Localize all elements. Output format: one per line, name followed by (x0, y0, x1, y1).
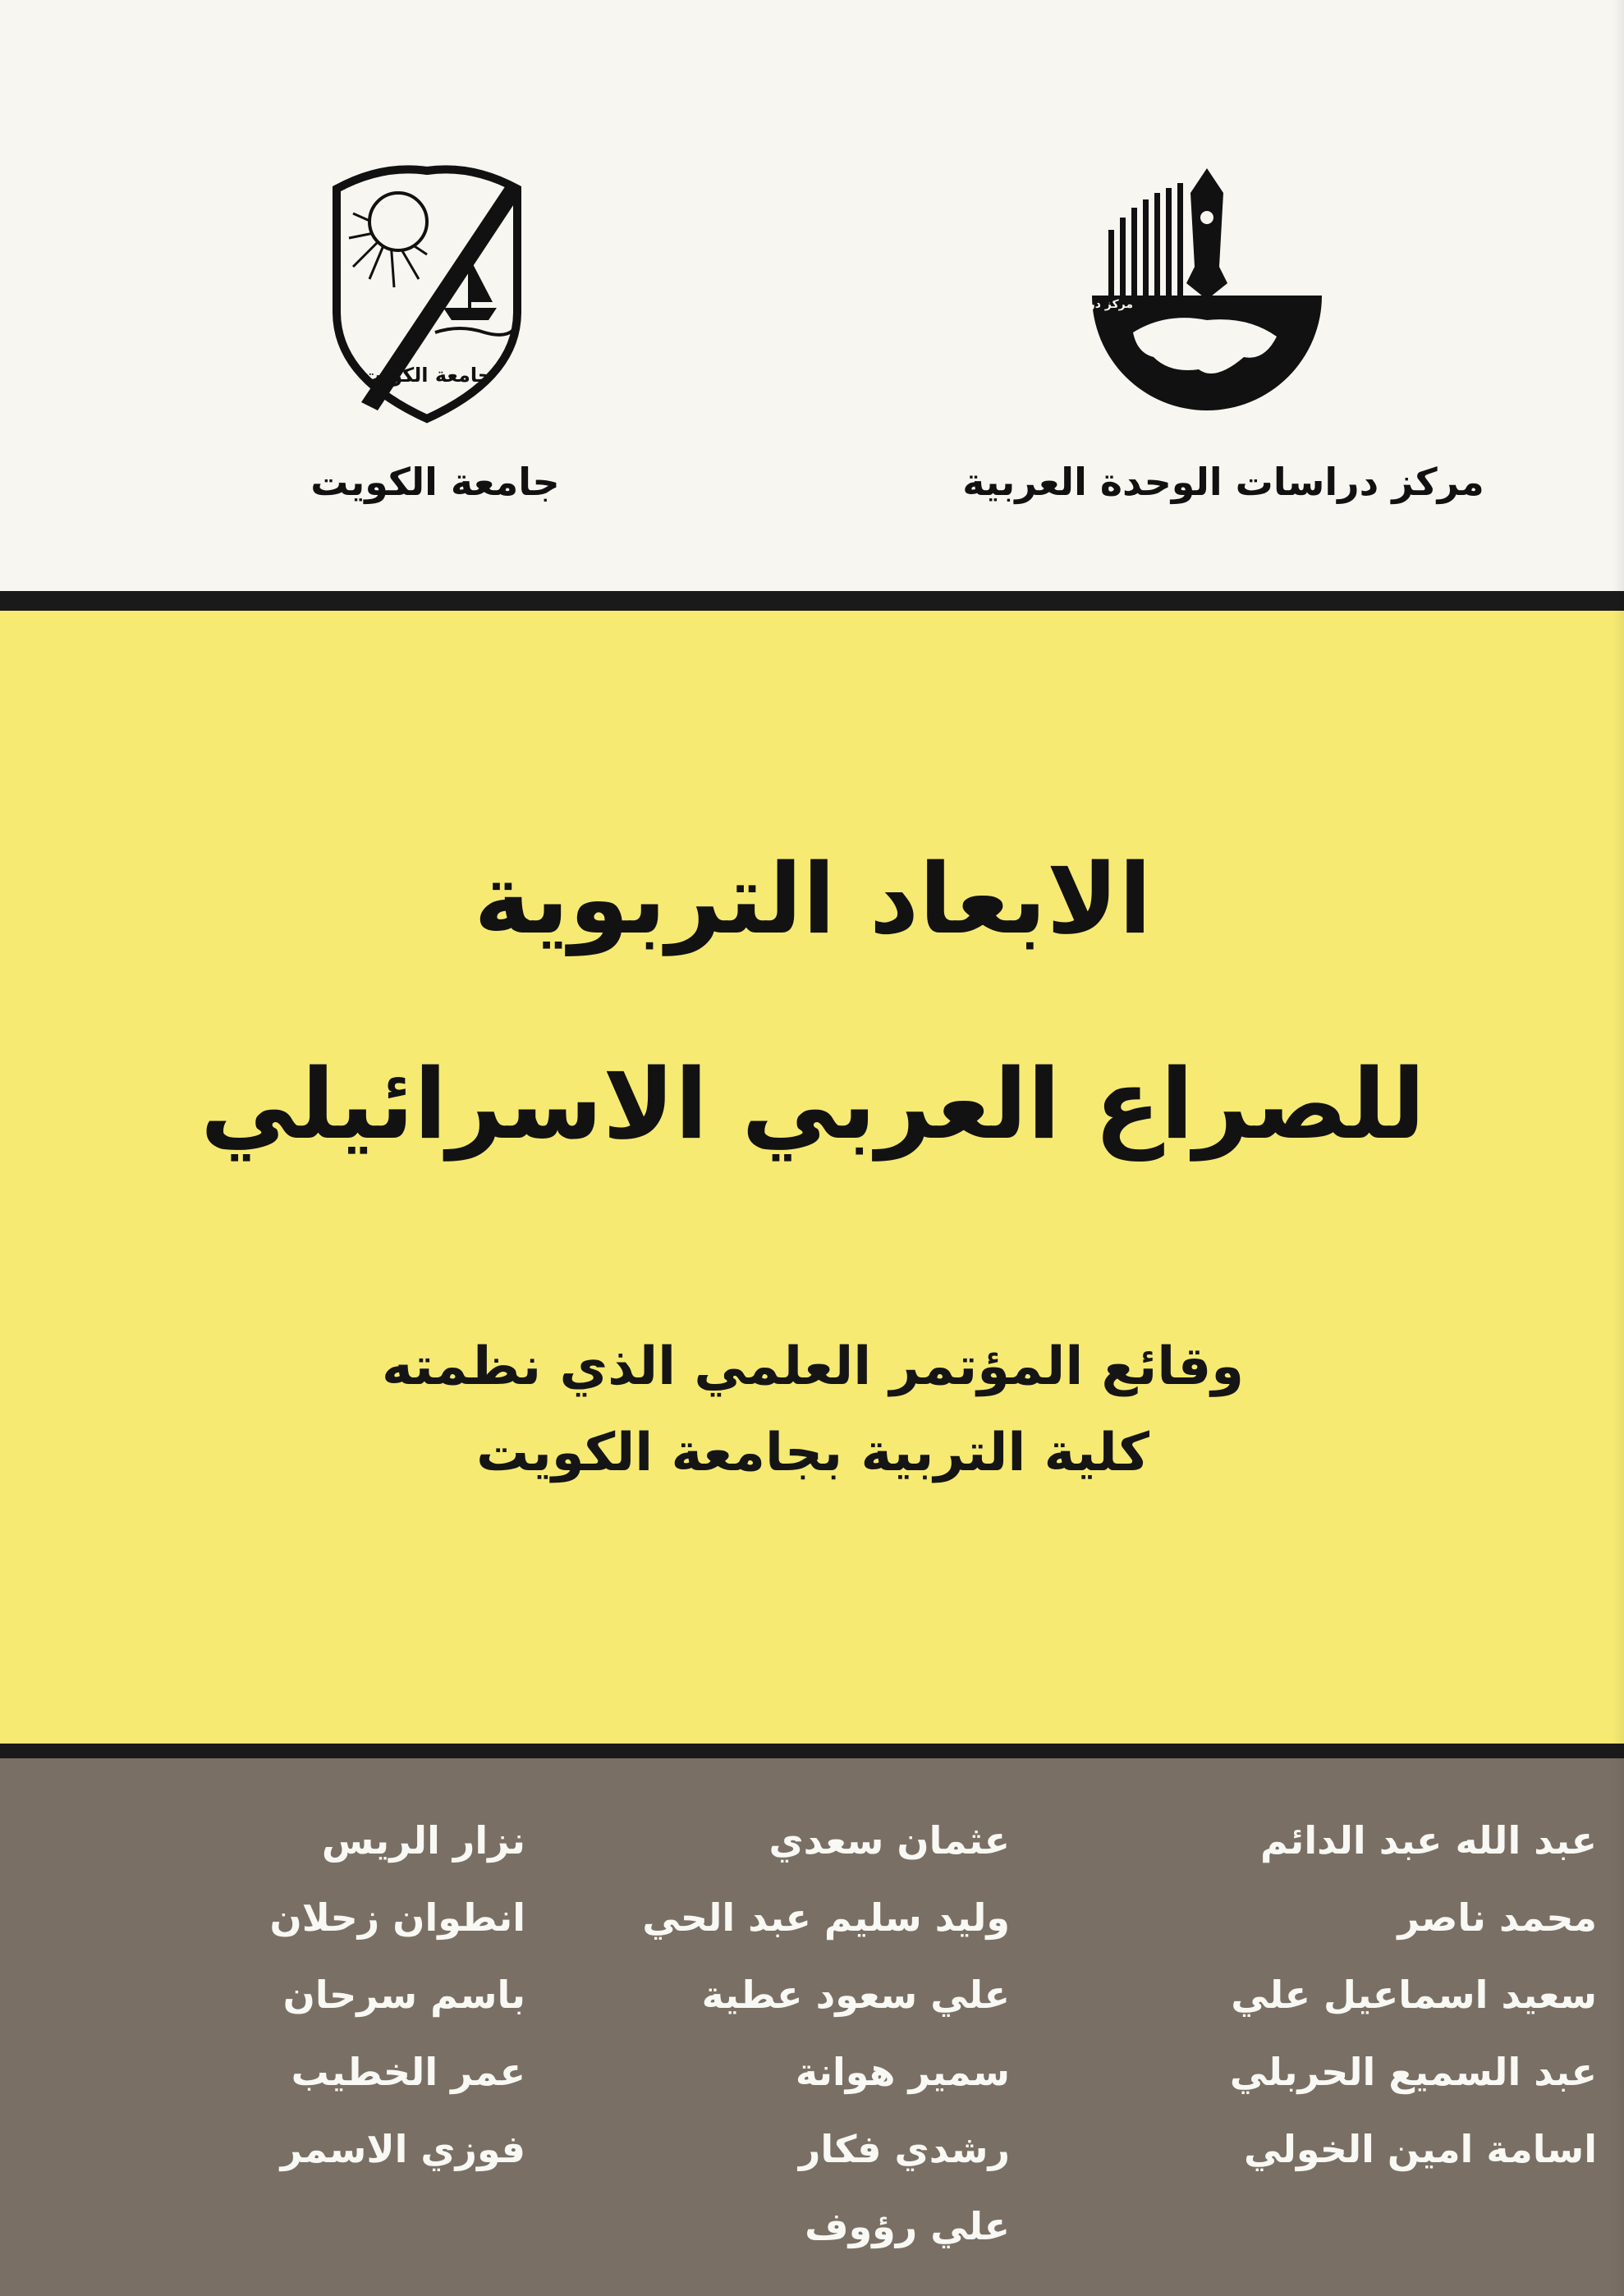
title-line-2: للصراع العربي الاسرائيلي (200, 1047, 1426, 1161)
subtitle-line-2: كلية التربية بجامعة الكويت (476, 1423, 1149, 1483)
author-name: علي رؤوف (805, 2204, 1010, 2248)
divider-bottom (0, 1744, 1624, 1758)
author-name: سعيد اسماعيل علي (1231, 1973, 1597, 2017)
author-name: علي سعود عطية (701, 1973, 1010, 2017)
author-name: فوزي الاسمر (280, 2127, 525, 2171)
center-logo-text: مركز دراسات الوحدة العربية (974, 298, 1133, 311)
center-logo (974, 160, 1330, 415)
author-name: اسامة امين الخولي (1244, 2127, 1597, 2171)
publisher-center-name: مركز دراسات الوحدة العربية (962, 460, 1484, 504)
divider-top (0, 591, 1624, 611)
author-name: عمر الخطيب (291, 2050, 525, 2094)
author-name: وليد سليم عبد الحي (642, 1895, 1010, 1940)
author-name: رشدي فكار (798, 2127, 1010, 2171)
university-shield (320, 156, 534, 427)
author-name: سمير هوانة (795, 2050, 1010, 2094)
university-logo-text: جامعة الكويت (361, 364, 493, 387)
author-name: محمد ناصر (1397, 1895, 1597, 1940)
page-edge-shadow (1613, 0, 1624, 2296)
authors-column-3 (33, 1802, 525, 2188)
title-band (0, 611, 1624, 1744)
author-name: باسم سرحان (282, 1973, 525, 2017)
subtitle-line-1: وقائع المؤتمر العلمي الذي نظمته (381, 1336, 1245, 1397)
title-line-1: الابعاد التربوية (474, 842, 1152, 956)
author-name: عبد الله عبد الدائم (1259, 1818, 1597, 1863)
authors-column-1 (1104, 1802, 1597, 2188)
author-name: عبد السميع الحربلي (1229, 2050, 1597, 2094)
publisher-university-name: جامعة الكويت (310, 460, 560, 504)
authors-column-2 (517, 1802, 1010, 2265)
author-name: نزار الريس (321, 1818, 525, 1863)
author-name: عثمان سعدي (768, 1818, 1010, 1863)
author-name: انطوان زحلان (269, 1895, 525, 1940)
